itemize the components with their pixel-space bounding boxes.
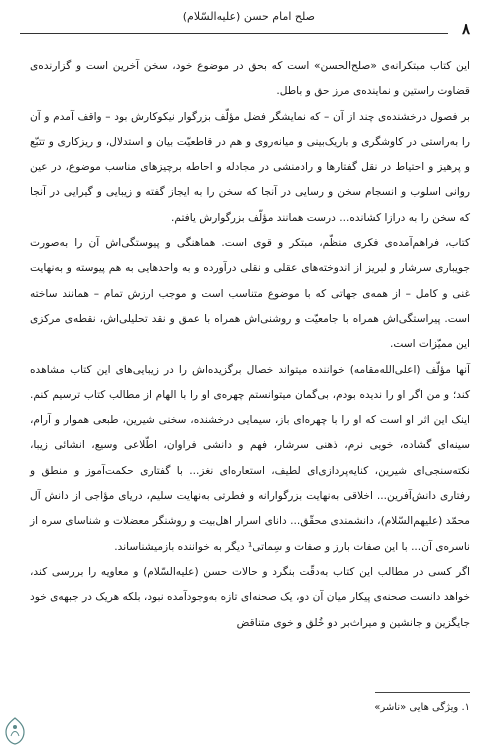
paragraph: بر فصول درخشنده‌ی چند از آن – که نمایشگر فضل مؤلّف بزرگوار نیکوکارش بود – واقف آمدم و آن را به‌راستی در کاوشگری و باریک‌بینی و میانه‌روی و هم در قاطعیّت بیان و استدلال، و ریزکاری و تتبّع و پرهیز و احتیاط در نقل گفتارها و رادمنشی در مجادله و احاطه برچیزهای مناسب موضوع، در عین روانی اسلوب و انسجام سخن و رسایی در آنجا که سخن را به ایجاز گفته و زیبایی و گیرایی در آنجا که سخن را به درازا کشانده... درست همانند مؤلّف بزرگوارش یافتم.: [30, 110, 470, 224]
running-header: [20, 8, 470, 38]
footnote: ۱. ویژگی هایی «ناشر»: [374, 702, 470, 713]
paragraph: کتاب، فراهم‌آمده‌ی فکری منظّم، مبتکر و قوی است. هماهنگی و پیوستگی‌اش آن را به‌صورت جویباری سرشار و لبریز از اندوخته‌های عقلی و نقلی درآورده و به واحدهایی به هم پیوسته و به‌نهایت غنی و کامل – از همه‌ی جهاتی که با موضوع متناسب است و موجب ارزش تمام – همانند ساخته است. پیراستگی‌اش همراه با جامعیّت و روشنی‌اش همراه با عمق و نقد تحلیلی‌اش، نقطه‌ی مرکزی این ممیّزات است.: [30, 237, 470, 351]
body-text: [30, 54, 470, 636]
paragraph: اگر کسی در مطالب این کتاب به‌دقّت بنگرد و حالات حسن (علیه‌السّلام) و معاویه را بررسی کند، خواهد دانست صحنه‌ی پیکار میان آن دو، یک صحنه‌ای تازه به‌وجودآمده نبود، بلکه هریک در جبهه‌ی خود جایگزین و جانشین و میراث‌بر دو خُلق و خوی متناقض: [30, 565, 470, 629]
publisher-logo-icon: [2, 716, 28, 746]
header-rule: [20, 33, 448, 34]
page-number: ۸: [461, 20, 470, 38]
paragraph: این کتاب مبتکرانه‌ی «صلح‌الحسن» است که بحق در موضوع خود، سخن آخرین است و گزارنده‌ی قضاوت راستین و نماینده‌ی مرز حق و باطل.: [30, 60, 470, 98]
paragraph: آنها مؤلّف (اعلی‌الله‌مقامه) خواننده میتواند خصال برگزیده‌اش را در زیبایی‌های این کتاب مشاهده کند؛ و من اگر او را ندیده بودم، بی‌گمان میتوانستم چهره‌ی او را با الهام از مطالب کتاب ترسیم کنم. اینک این اثر او است که او را با چهره‌ای باز، سیمایی درخشنده، سخنی شیرین، طبعی هموار و آرام، سینه‌ای گشاده، خویی نرم، ذهنی سرشار، فهم و دانشی فراوان، اطّلاعی وسیع، انشائی زیبا، نکته‌سنجی‌ای شیرین، کنایه‌پردازی‌ای لطیف، استعاره‌ای نغز... با گفتاری حکمت‌آموز و منطق و رفتاری دانش‌آفرین... اخلاقی به‌نهایت بزرگوارانه و فطرتی به‌نهایت سلیم، دریای مؤاجی از دانش آل محمّد (علیهم‌السّلام)، دانشمندی محقّق... دانای اسرار اهل‌بیت و روشنگر معضلات و شناسای سره از ناسره‌ی آن... با این صفات بارز و صفات و سِماتی¹ دیگر به خواننده بازمیشناساند.: [30, 363, 470, 553]
footnote-rule: [375, 692, 470, 693]
running-title: صلح امام حسن (علیه‌السّلام): [182, 10, 315, 23]
